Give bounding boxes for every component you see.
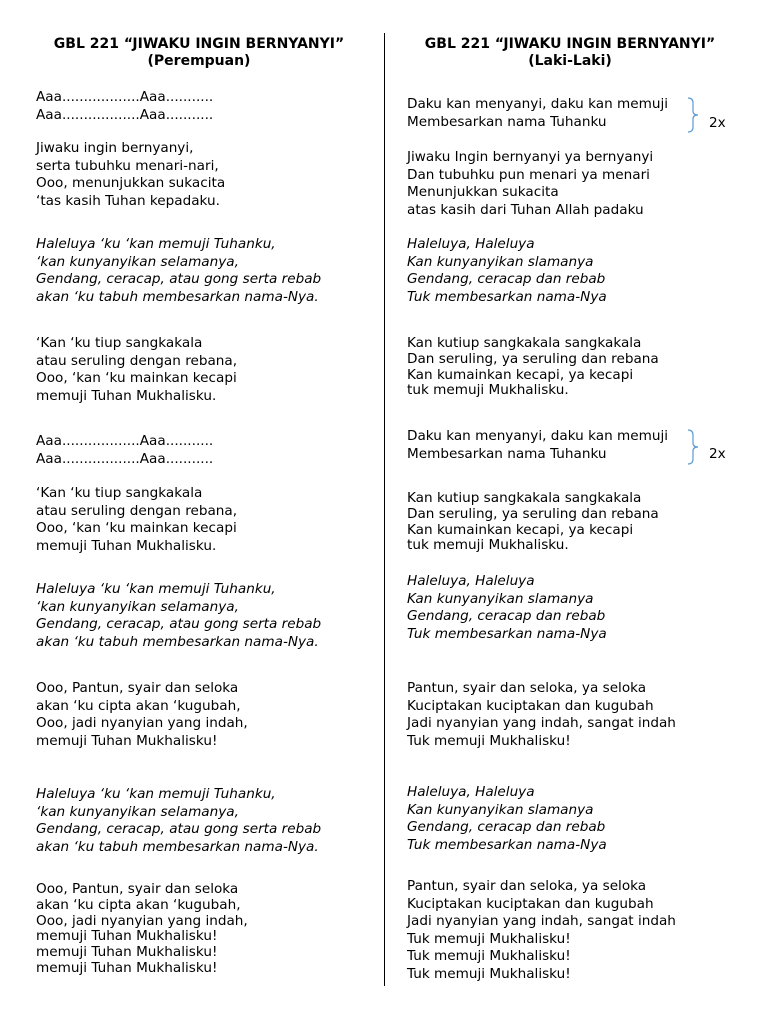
lyric-line: Haleluya ‘ku ‘kan memuji Tuhanku, <box>36 581 276 597</box>
lyric-line: tuk memuji Mukhalisku. <box>407 382 569 399</box>
lyric-line: Gendang, ceracap dan rebab <box>407 608 606 625</box>
lyric-line: Kan kutiup sangkakala sangkakala <box>407 335 642 351</box>
lyric-line: memuji Tuhan Mukhalisku! <box>36 959 218 976</box>
right-subtitle: (Laki-Laki) <box>528 53 612 69</box>
lyric-line: memuji Tuhan Mukhalisku. <box>36 387 217 404</box>
lyric-line: akan ‘ku tabuh membesarkan nama-Nya. <box>36 633 319 650</box>
lyric-line: Haleluya, Haleluya <box>407 784 535 800</box>
lyric-line: memuji Tuhan Mukhalisku! <box>36 928 218 945</box>
lyric-line: Jiwaku Ingin bernyanyi ya bernyanyi <box>407 149 654 165</box>
lyric-line: Haleluya, Haleluya <box>407 236 535 252</box>
right-stanza-2 <box>407 336 659 399</box>
lyric-line: Kuciptakan kuciptakan dan kugubah <box>407 895 654 912</box>
right-title: GBL 221 “JIWAKU INGIN BERNYANYI” <box>424 36 716 52</box>
lyric-line: Gendang, ceracap dan rebab <box>407 819 606 836</box>
right-refrain-1 <box>407 96 668 131</box>
lyric-line: ‘Kan ‘ku tiup sangkakala <box>36 335 203 351</box>
left-stanza-4 <box>36 433 213 468</box>
left-column-header <box>20 36 378 70</box>
lyric-line: Kan kunyanyikan slamanya <box>407 590 594 607</box>
lyric-line: Tuk memuji Mukhalisku! <box>407 965 571 982</box>
right-stanza-4 <box>407 680 676 750</box>
lyric-line: ‘kan kunyanyikan selamanya, <box>36 803 239 820</box>
left-chorus-1 <box>36 236 321 306</box>
lyric-line: Tuk membesarkan nama-Nya <box>407 836 607 853</box>
right-stanza-3 <box>407 491 659 554</box>
lyric-line: akan ‘ku cipta akan ‘kugubah, <box>36 896 241 913</box>
repeat-marker: 2x <box>709 446 726 462</box>
lyric-line: Ooo, jadi nyanyian yang indah, <box>36 715 248 732</box>
lyric-line: Dan seruling, ya seruling dan rebana <box>407 505 659 522</box>
lyric-line: tuk memuji Mukhalisku. <box>407 537 569 554</box>
left-subtitle: (Perempuan) <box>147 53 251 69</box>
lyric-line: Aaa..................Aaa........... <box>36 450 214 467</box>
column-divider <box>384 33 385 986</box>
lyric-line: Tuk membesarkan nama-Nya <box>407 625 607 642</box>
left-title: GBL 221 “JIWAKU INGIN BERNYANYI” <box>53 36 345 52</box>
right-chorus-2 <box>407 573 607 643</box>
left-stanza-2 <box>36 140 225 210</box>
lyric-line: Haleluya ‘ku ‘kan memuji Tuhanku, <box>36 236 276 252</box>
left-chorus-2 <box>36 581 321 651</box>
lyric-line: Dan seruling, ya seruling dan rebana <box>407 350 659 367</box>
lyric-line: Aaa..................Aaa........... <box>36 106 214 123</box>
right-stanza-5 <box>407 878 676 984</box>
lyric-line: Aaa..................Aaa........... <box>36 89 214 105</box>
lyric-line: Pantun, syair dan seloka, ya seloka <box>407 878 647 894</box>
left-stanza-6 <box>36 680 248 750</box>
lyric-line: Pantun, syair dan seloka, ya seloka <box>407 680 647 696</box>
lyric-line: serta tubuhku menari-nari, <box>36 157 219 174</box>
repeat-brace-icon <box>686 429 700 465</box>
left-stanza-1 <box>36 89 213 124</box>
lyric-line: Daku kan menyanyi, daku kan memuji <box>407 96 669 112</box>
lyric-line: Ooo, Pantun, syair dan seloka <box>36 680 239 696</box>
right-chorus-3 <box>407 784 607 854</box>
right-refrain-2 <box>407 428 668 463</box>
lyric-line: atau seruling dengan rebana, <box>36 352 238 369</box>
lyric-line: memuji Tuhan Mukhalisku! <box>36 732 218 749</box>
lyric-line: Jadi nyanyian yang indah, sangat indah <box>407 715 676 732</box>
lyric-line: ‘kan kunyanyikan selamanya, <box>36 598 239 615</box>
lyric-line: akan ‘ku tabuh membesarkan nama-Nya. <box>36 838 319 855</box>
lyric-line: Tuk memuji Mukhalisku! <box>407 930 571 947</box>
lyric-line: Jiwaku ingin bernyanyi, <box>36 140 194 156</box>
lyric-line: memuji Tuhan Mukhalisku. <box>36 537 217 554</box>
lyric-line: Kan kunyanyikan slamanya <box>407 253 594 270</box>
lyric-line: ‘Kan ‘ku tiup sangkakala <box>36 485 203 501</box>
right-column-header <box>392 36 748 70</box>
lyric-line: ‘kan kunyanyikan selamanya, <box>36 253 239 270</box>
lyric-line: Kuciptakan kuciptakan dan kugubah <box>407 697 654 714</box>
lyric-line: Haleluya ‘ku ‘kan memuji Tuhanku, <box>36 786 276 802</box>
right-chorus-1 <box>407 236 607 306</box>
lyric-line: akan ‘ku cipta akan ‘kugubah, <box>36 697 241 714</box>
left-stanza-7 <box>36 882 248 977</box>
lyric-line: Membesarkan nama Tuhanku <box>407 113 607 130</box>
left-stanza-3 <box>36 335 237 405</box>
lyric-line: Gendang, ceracap, atau gong serta rebab <box>36 821 322 838</box>
lyric-line: atas kasih dari Tuhan Allah padaku <box>407 201 644 218</box>
lyric-line: Tuk membesarkan nama-Nya <box>407 288 607 305</box>
lyric-line: atau seruling dengan rebana, <box>36 502 238 519</box>
lyric-line: ‘tas kasih Tuhan kepadaku. <box>36 192 220 209</box>
left-stanza-5 <box>36 485 237 555</box>
repeat-marker: 2x <box>709 115 726 131</box>
lyric-line: Kan kumainkan kecapi, ya kecapi <box>407 521 634 538</box>
lyric-line: Kan kumainkan kecapi, ya kecapi <box>407 366 634 383</box>
lyric-line: Gendang, ceracap, atau gong serta rebab <box>36 271 322 288</box>
lyric-line: Haleluya, Haleluya <box>407 573 535 589</box>
lyric-line: Ooo, jadi nyanyian yang indah, <box>36 912 248 929</box>
lyric-line: akan ‘ku tabuh membesarkan nama-Nya. <box>36 288 319 305</box>
lyric-line: Kan kutiup sangkakala sangkakala <box>407 490 642 506</box>
lyric-line: Menunjukkan sukacita <box>407 184 559 201</box>
lyric-line: Kan kunyanyikan slamanya <box>407 801 594 818</box>
right-stanza-1 <box>407 149 653 219</box>
lyric-line: Daku kan menyanyi, daku kan memuji <box>407 428 669 444</box>
lyric-line: Membesarkan nama Tuhanku <box>407 445 607 462</box>
lyric-line: Gendang, ceracap, atau gong serta rebab <box>36 616 322 633</box>
lyric-line: Jadi nyanyian yang indah, sangat indah <box>407 913 676 930</box>
lyric-line: Tuk memuji Mukhalisku! <box>407 948 571 965</box>
lyric-line: Tuk memuji Mukhalisku! <box>407 732 571 749</box>
lyric-line: Ooo, menunjukkan sukacita <box>36 175 226 192</box>
left-chorus-3 <box>36 786 321 856</box>
lyric-line: Aaa..................Aaa........... <box>36 433 214 449</box>
lyric-line: memuji Tuhan Mukhalisku! <box>36 944 218 961</box>
lyric-line: Ooo, ‘kan ‘ku mainkan kecapi <box>36 520 237 537</box>
lyric-line: Ooo, ‘kan ‘ku mainkan kecapi <box>36 370 237 387</box>
lyric-line: Dan tubuhku pun menari ya menari <box>407 166 650 183</box>
lyric-line: Gendang, ceracap dan rebab <box>407 271 606 288</box>
repeat-brace-icon <box>686 97 700 133</box>
lyric-line: Ooo, Pantun, syair dan seloka <box>36 881 239 897</box>
